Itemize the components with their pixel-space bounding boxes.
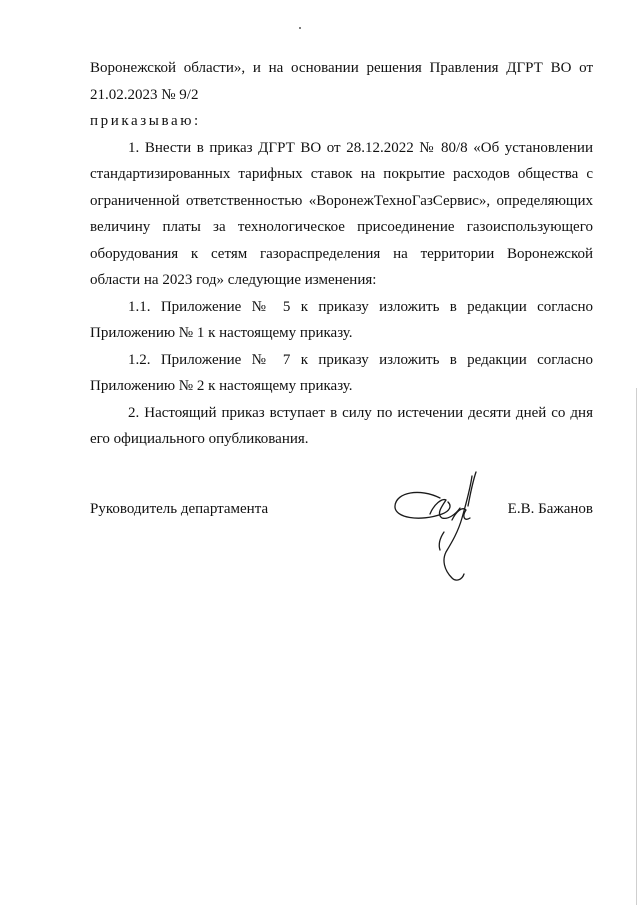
item-1-line-1: 1. Внести в приказ ДГРТ ВО от 28.12.2022 № 80/8 «Об установлении: [128, 139, 593, 156]
order-word: приказываю:: [90, 113, 201, 129]
item-1-2-line-1: 1.2. Приложение № 7 к приказу изложить в редакции согласно: [128, 351, 593, 368]
signer-position: Руководитель департамента: [90, 501, 269, 517]
item-1-2-line-2: Приложению № 2 к настоящему приказу.: [90, 378, 353, 394]
intro-line-2: 21.02.2023 № 9/2: [90, 86, 199, 103]
item-2-line-2: его официального опубликования.: [90, 431, 309, 447]
signer-name: Е.В. Бажанов: [507, 501, 593, 517]
handwritten-signature: [390, 470, 510, 590]
item-1-1-line-1: 1.1. Приложение № 5 к приказу изложить в редакции согласно: [128, 298, 593, 315]
intro-line-1: Воронежской области», и на основании решения Правления ДГРТ ВО от: [90, 60, 593, 76]
item-1-line-4: величину платы за технологическое присоединение газоиспользующего: [90, 219, 593, 235]
item-2-line-1: 2. Настоящий приказ вступает в силу по истечении десяти дней со дня: [128, 404, 593, 421]
item-1-line-5: оборудования к сетям газораспределения на территории Воронежской: [90, 245, 593, 262]
item-1-line-3: ограниченной ответственностью «ВоронежТехноГазСервис», определяющих: [90, 192, 593, 209]
scan-edge: [628, 388, 640, 905]
document-body: [90, 55, 593, 453]
item-1-1-line-2: Приложению № 1 к настоящему приказу.: [90, 325, 353, 341]
item-1-line-2: стандартизированных тарифных ставок на покрытие расходов общества с: [90, 166, 593, 182]
item-1-line-6: области на 2023 год» следующие изменения:: [90, 272, 377, 288]
scan-speck: [299, 27, 301, 29]
